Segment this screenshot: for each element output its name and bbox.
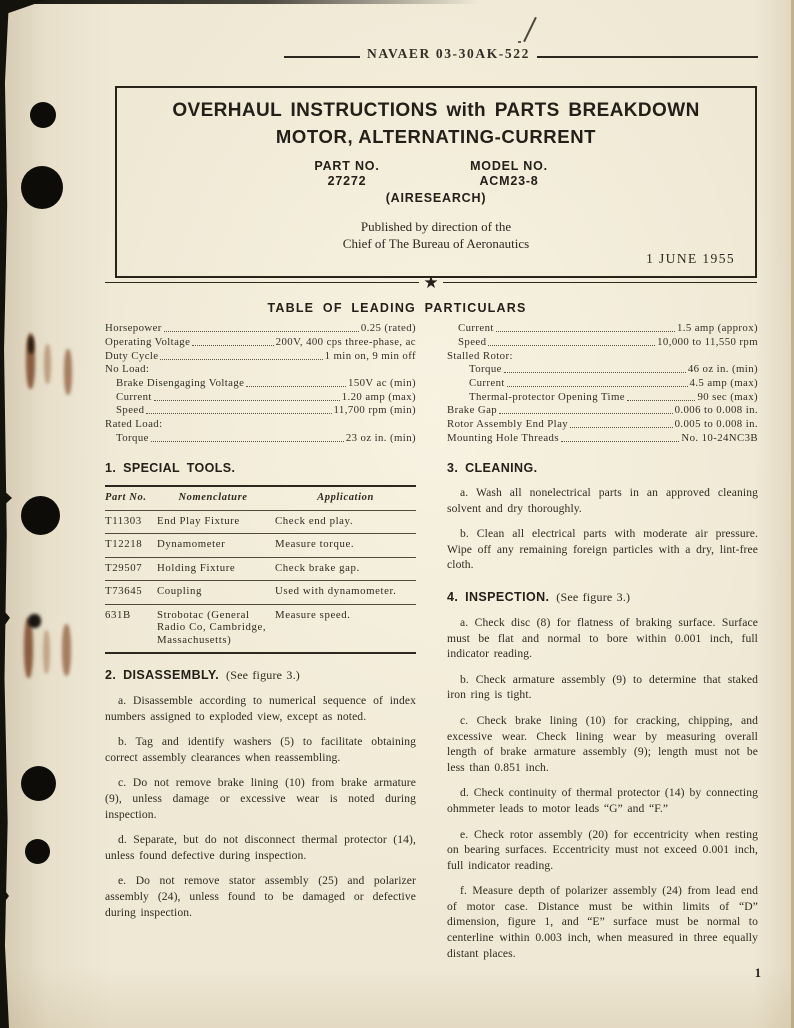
particular-value: 90 sec (max) (697, 390, 758, 403)
particular-label: Current (116, 390, 152, 403)
paragraph: b. Check armature assembly (9) to determine that staked iron ring is tight. (447, 672, 758, 702)
particular-label: Brake Disengaging Voltage (116, 376, 245, 389)
particular-label: No Load: (105, 363, 150, 376)
particular-row (105, 389, 416, 403)
pen-mark-dot (518, 41, 521, 43)
particular-value: 10,000 to 11,550 rpm (657, 335, 758, 348)
particular-value: 1.20 amp (max) (341, 390, 416, 403)
particular-label: Mounting Hole Threads (447, 431, 559, 444)
rust-stain (43, 630, 50, 674)
paragraph: a. Check disc (8) for flatness of braking surface. Surface must be flat and normal to bore within 0.001 inch, full indicator reading. (447, 615, 758, 661)
particular-value: 1 min on, 9 min off (324, 349, 416, 362)
rust-stain (44, 344, 51, 384)
binder-hole (25, 839, 50, 864)
particular-row (447, 389, 758, 403)
paragraph: c. Do not remove brake lining (10) from brake armature (9), unless damage or excessive wear is noted during inspection. (105, 776, 416, 821)
publication-date: 1 JUNE 1955 (646, 251, 735, 266)
paragraph: e. Check rotor assembly (20) for eccentricity when resting on bearing surfaces. Eccentricity must not exceed 0.001 inch, full indicator reading. (447, 827, 758, 872)
dotted-leader (499, 413, 673, 414)
cell-application: Check end play. (275, 514, 354, 527)
dotted-leader (164, 331, 359, 332)
paragraph: d. Check continuity of thermal protector (14) by connecting ohmmeter leads to motor leads “G” and “F.” (447, 786, 758, 815)
section-heading-cleaning: 3. CLEANING. (447, 461, 538, 475)
doc-number: NAVAER 03-30AK-522 (367, 46, 530, 61)
section-heading-disassembly (105, 668, 416, 683)
particular-row (447, 376, 758, 390)
page-number: 1 (754, 966, 761, 980)
part-number-value: 27272 (327, 174, 367, 188)
divider-rule-left (105, 282, 419, 283)
particular-label: Operating Voltage (105, 335, 191, 348)
binder-hole (30, 102, 56, 128)
cell-part-no: 631B (105, 608, 131, 621)
part-number-label: PART NO. (314, 159, 380, 173)
dotted-leader (504, 372, 686, 373)
particular-row (105, 431, 416, 445)
section-heading-text: 4. INSPECTION. (447, 589, 550, 604)
cell-part-no: T12218 (105, 538, 143, 550)
table-row (105, 510, 416, 534)
document-title: OVERHAUL INSTRUCTIONS with PARTS BREAKDOWN (172, 100, 700, 121)
particular-row (447, 417, 758, 431)
cell-part-no: T29507 (105, 561, 143, 574)
left-column (105, 461, 416, 920)
publisher-statement (117, 218, 755, 252)
table-row (105, 533, 416, 557)
paragraph: a. Wash all nonelectrical parts in an approved cleaning solvent and dry thoroughly. (447, 486, 758, 515)
dotted-leader (496, 331, 675, 332)
particular-value: No. 10-24NC3B (681, 431, 758, 444)
particular-label: Stalled Rotor: (447, 349, 513, 362)
particular-value: 1.5 amp (approx) (676, 322, 758, 335)
cell-application: Used with dynamometer. (275, 585, 397, 597)
paragraph: d. Separate, but do not disconnect thermal protector (14), unless found defective during inspection. (105, 833, 416, 862)
particular-value: 150V ac (min) (348, 376, 416, 389)
model-number-block (429, 159, 589, 189)
paragraph: c. Check brake lining (10) for cracking, chipping, and excessive wear. Check lining wear by measuring overall length of brake armature assembly (9); length must not be less than 0.851 inch. (447, 713, 758, 774)
cell-application: Measure speed. (275, 608, 351, 621)
star-divider (105, 274, 757, 291)
particular-row (105, 348, 416, 362)
particular-row (447, 403, 758, 417)
table-row (105, 604, 416, 653)
table-row (105, 557, 416, 581)
dotted-leader (146, 413, 331, 414)
title-box (115, 86, 757, 278)
particular-label: Rated Load: (105, 418, 163, 430)
particular-row (105, 335, 416, 349)
particulars-title: TABLE OF LEADING PARTICULARS (267, 301, 527, 315)
paragraph: f. Measure depth of polarizer assembly (24) from lead end of motor case. Distance must be within limits of “D” dimension, figure 1, and “E” surface must be normal to centerline within 0.003 inch, when measured in three equally distant places. (447, 884, 758, 960)
rust-stain (62, 624, 71, 676)
particular-group-row (447, 348, 758, 362)
star-icon: ★ (423, 273, 439, 292)
paragraph: b. Clean all electrical parts with moderate air pressure. Wipe off any remaining foreign particles with a dry, lint-free cloth. (447, 527, 758, 572)
part-number-block (267, 159, 427, 189)
special-tools-table (105, 485, 416, 654)
particular-row (447, 431, 758, 445)
particular-value: 0.25 (rated) (360, 322, 416, 335)
rust-stain (28, 336, 34, 354)
binder-hole (21, 496, 60, 535)
rust-stain (28, 614, 41, 628)
dotted-leader (246, 386, 346, 387)
section-heading-inspection (447, 590, 758, 605)
particular-label: Torque (469, 363, 502, 376)
cell-nomenclature: Coupling (157, 585, 202, 597)
particular-label: Torque (116, 431, 149, 444)
dotted-leader (627, 400, 696, 401)
particular-value: 23 oz in. (min) (345, 431, 416, 444)
dotted-leader (570, 427, 673, 428)
particular-label: Current (458, 322, 494, 335)
column-header-application: Application (317, 492, 374, 503)
model-number-label: MODEL NO. (470, 159, 548, 173)
scan-edge-left (0, 0, 9, 1028)
document-subtitle: MOTOR, ALTERNATING-CURRENT (275, 126, 597, 147)
doc-number-rule-left (284, 56, 360, 58)
dotted-leader (192, 345, 273, 346)
particular-label: Horsepower (105, 322, 162, 335)
paragraph: a. Disassemble according to numerical sequence of index numbers assigned to exploded view, except as noted. (105, 694, 416, 723)
cell-application: Check brake gap. (275, 561, 360, 574)
particular-value: 46 oz in. (min) (687, 363, 758, 376)
cell-nomenclature: Strobotac (General Radio Co, Cambridge, Massachusetts) (157, 608, 267, 646)
paragraph: b. Tag and identify washers (5) to facilitate obtaining correct assembly clearances when reassembling. (105, 735, 416, 764)
particular-value: 0.006 to 0.008 in. (674, 404, 758, 417)
particular-row (447, 321, 758, 335)
scan-edge-top (0, 0, 480, 4)
particular-label: Speed (116, 404, 145, 417)
cell-application: Measure torque. (275, 538, 355, 550)
table-header-row (105, 487, 416, 510)
particular-label: Duty Cycle (105, 349, 159, 362)
dotted-leader (488, 345, 655, 346)
column-header-part-no: Part No. (105, 492, 147, 503)
particular-value: 200V, 400 cps three-phase, ac (275, 335, 416, 348)
particular-value: 4.5 amp (max) (689, 376, 758, 389)
dotted-leader (151, 441, 344, 442)
section-heading-text: 2. DISASSEMBLY. (105, 668, 220, 682)
section-heading-special-tools: 1. SPECIAL TOOLS. (105, 461, 236, 475)
section-heading-note: (See figure 3.) (556, 589, 631, 604)
particular-label: Speed (458, 335, 487, 348)
binder-hole (21, 166, 63, 209)
cell-nomenclature: End Play Fixture (157, 514, 240, 527)
particular-label: Thermal-protector Opening Time (469, 390, 625, 403)
doc-number-row (284, 46, 758, 62)
dotted-leader (154, 400, 340, 401)
particular-row (447, 362, 758, 376)
particular-row (105, 321, 416, 335)
particular-row (105, 376, 416, 390)
pen-mark (523, 17, 537, 42)
right-column (447, 461, 758, 961)
cell-nomenclature: Holding Fixture (157, 561, 236, 574)
manufacturer: (AIRESEARCH) (385, 191, 487, 205)
particular-label: Rotor Assembly End Play (447, 418, 569, 430)
binder-hole (21, 766, 56, 801)
column-header-nomenclature: Nomenclature (178, 492, 248, 503)
dotted-leader (160, 359, 322, 360)
publisher-line-1: Published by direction of the (360, 219, 512, 234)
particular-group-row (105, 362, 416, 376)
divider-rule-right (443, 282, 757, 283)
particulars-right-column (447, 321, 758, 444)
doc-number-rule-right (537, 56, 758, 58)
dotted-leader (507, 386, 688, 387)
particular-group-row (105, 417, 416, 431)
particular-value: 0.005 to 0.008 in. (674, 418, 758, 430)
section-heading-note: (See figure 3.) (226, 668, 300, 682)
paragraph: e. Do not remove stator assembly (25) and polarizer assembly (24), unless found to be damaged or defective during inspection. (105, 874, 416, 919)
rust-stain (64, 349, 72, 395)
particular-row (447, 335, 758, 349)
cell-part-no: T11303 (105, 514, 142, 527)
particular-row (105, 403, 416, 417)
dotted-leader (561, 441, 679, 442)
particular-value: 11,700 rpm (min) (333, 404, 416, 417)
cell-nomenclature: Dynamometer (157, 538, 226, 550)
particular-label: Brake Gap (447, 404, 498, 417)
model-number-value: ACM23-8 (479, 174, 539, 188)
particular-label: Current (469, 376, 505, 389)
table-row (105, 580, 416, 604)
cell-part-no: T73645 (105, 585, 143, 597)
particulars-left-column (105, 321, 416, 444)
publisher-line-2: Chief of The Bureau of Aeronautics (342, 236, 530, 251)
